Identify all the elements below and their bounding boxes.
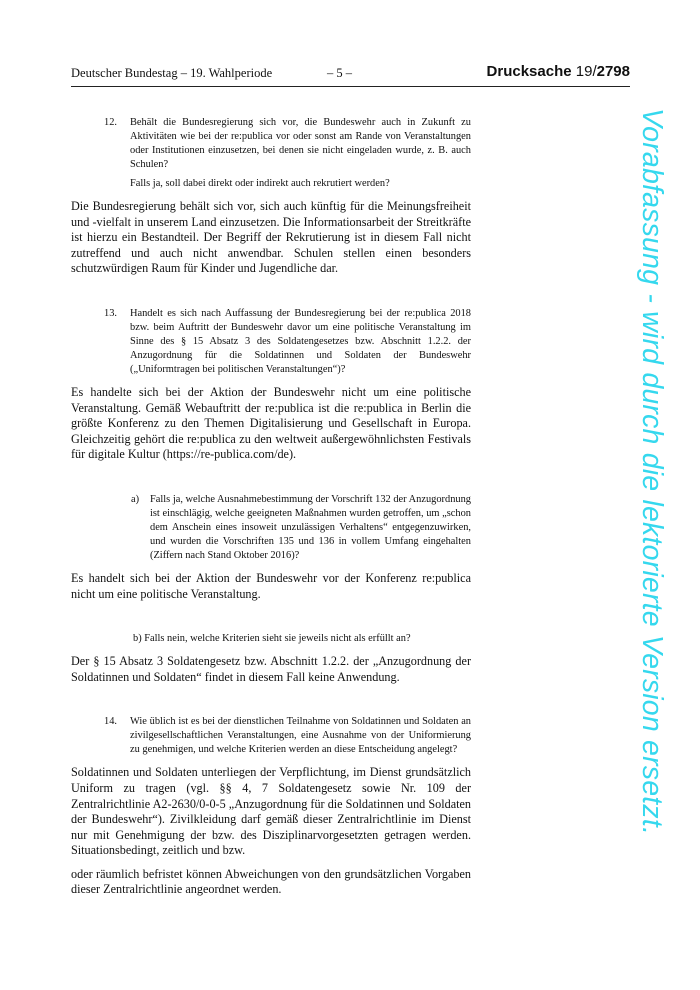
question-number: 13. xyxy=(104,307,117,319)
question-text: Wie üblich ist es bei der dienstlichen Teilnahme von Soldatinnen und Soldaten an zivilgesellschaftlichen Veranstaltungen, eine Ausnahme von der Uniformierung zu genehmigen, und welche Kriterien werden an diese Entscheidung angelegt? xyxy=(130,716,471,756)
question-12 xyxy=(71,116,471,172)
document-body xyxy=(71,110,471,898)
question-followup: Falls ja, soll dabei direkt oder indirekt auch rekrutiert werden? xyxy=(130,178,390,189)
question-13a xyxy=(71,493,471,563)
answer-14 xyxy=(71,765,471,898)
header-page-number: – 5 – xyxy=(327,66,352,80)
question-text: b) Falls nein, welche Kriterien sieht sie jeweils nicht als erfüllt an? xyxy=(133,633,411,645)
question-number: 12. xyxy=(104,117,117,128)
answer-13: Es handelte sich bei der Aktion der Bundeswehr nicht um eine politische Veranstaltung. Gemäß Webauftritt der re:publica ist die re:publica in Berlin die größte Konferenz zu den Themen Digitalisierung und Gesellschaft in Europa. Gleichzeitig gehört die re:publica zu den weltweit außergewöhnlichsten Festivals für digitale Kultur (https://re-publica.com/de). xyxy=(71,384,471,462)
header-parliament: Deutscher Bundestag – 19. Wahlperiode xyxy=(71,66,273,80)
page-header xyxy=(71,63,630,87)
question-13b xyxy=(71,632,471,646)
answer-paragraph: Soldatinnen und Soldaten unterliegen der Verpflichtung, im Dienst grundsätzlich Uniform zu tragen (vgl. §§ 4, 7 Soldatengesetz sowie Nr. 109 der Zentralrichtlinie A2-2630/0-0-5 „Anzugordnung für die Soldatinnen und Soldaten der Bundeswehr“). Zivilkleidung darf gemäß dieser Zentralrichtlinie im Dienst nur mit Genehmigung der bzw. des Disziplinarvorgesetzten getragen werden. Situationsbedingt, zeitlich und bzw. xyxy=(71,765,471,858)
question-text: Handelt es sich nach Auffassung der Bundesregierung bei der re:publica 2018 bzw. beim Auftritt der Bundeswehr davor um eine politische Veranstaltung im Sinne des § 15 Absatz 3 des Soldatengesetzes bzw. Abschnitt 1.2.2. der Anzugordnung für die Soldatinnen und Soldaten der Bundeswehr („Uniformtragen bei politischen Veranstaltungen“)? xyxy=(130,307,471,375)
header-ref-number: 2798 xyxy=(596,63,630,80)
answer-paragraph: oder räumlich befristet können Abweichungen von den grundsätzlichen Vorgaben dieser Zentralrichtlinie angeordnet werden. xyxy=(71,866,471,897)
header-ref-prefix: 19/ xyxy=(575,63,597,80)
answer-12: Die Bundesregierung behält sich vor, sich auch künftig für die Meinungsfreiheit und -vielfalt in unserem Land einzusetzen. Die Informationsarbeit der Streitkräfte ist hierzu ein Bestandteil. Der Begriff der Rekrutierung ist in diesem Fall nicht zutreffend und auch nicht anwendbar. Schulen stellen einen besonders schutzwürdigen Raum für Kinder und Jugendliche dar. xyxy=(71,199,471,276)
answer-13a: Es handelt sich bei der Aktion der Bundeswehr vor der Konferenz re:publica nicht um eine politische Veranstaltung. xyxy=(71,570,471,601)
question-number: a) xyxy=(131,493,140,505)
header-ref-label: Drucksache xyxy=(486,63,572,80)
question-text: Behält die Bundesregierung sich vor, die Bundeswehr auch in Zukunft zu Aktivitäten wie bei der re:publica vor oder sonst am Rande von Veranstaltungen oder Institutionen einzusetzen, bei denen sie nicht eingeladen wurde, z. B. auch Schulen? xyxy=(130,117,471,170)
answer-13b: Der § 15 Absatz 3 Soldatengesetz bzw. Abschnitt 1.2.2. der „Anzugordnung der Soldatinnen und Soldaten“ findet in diesem Fall keine Anwendung. xyxy=(71,654,471,684)
question-text: Falls ja, welche Ausnahmebestimmung der Vorschrift 132 der Anzugordnung ist einschlägig, welche geeigneten Maßnahmen wurden getroffen, um „schon dem Anschein eines insoweit unzulässigen Verhaltens“ entgegenzuwirken, und wurden die Vorschriften 135 und 136 in vollem Umfang eingehalten (Ziffern nach Stand Oktober 2016)? xyxy=(150,493,471,561)
draft-watermark: Vorabfassung - wird durch die lektorierte Version ersetzt. xyxy=(636,108,668,836)
question-14 xyxy=(71,715,471,757)
question-13 xyxy=(71,307,471,377)
question-number: 14. xyxy=(104,716,117,728)
header-document-ref xyxy=(487,63,630,80)
